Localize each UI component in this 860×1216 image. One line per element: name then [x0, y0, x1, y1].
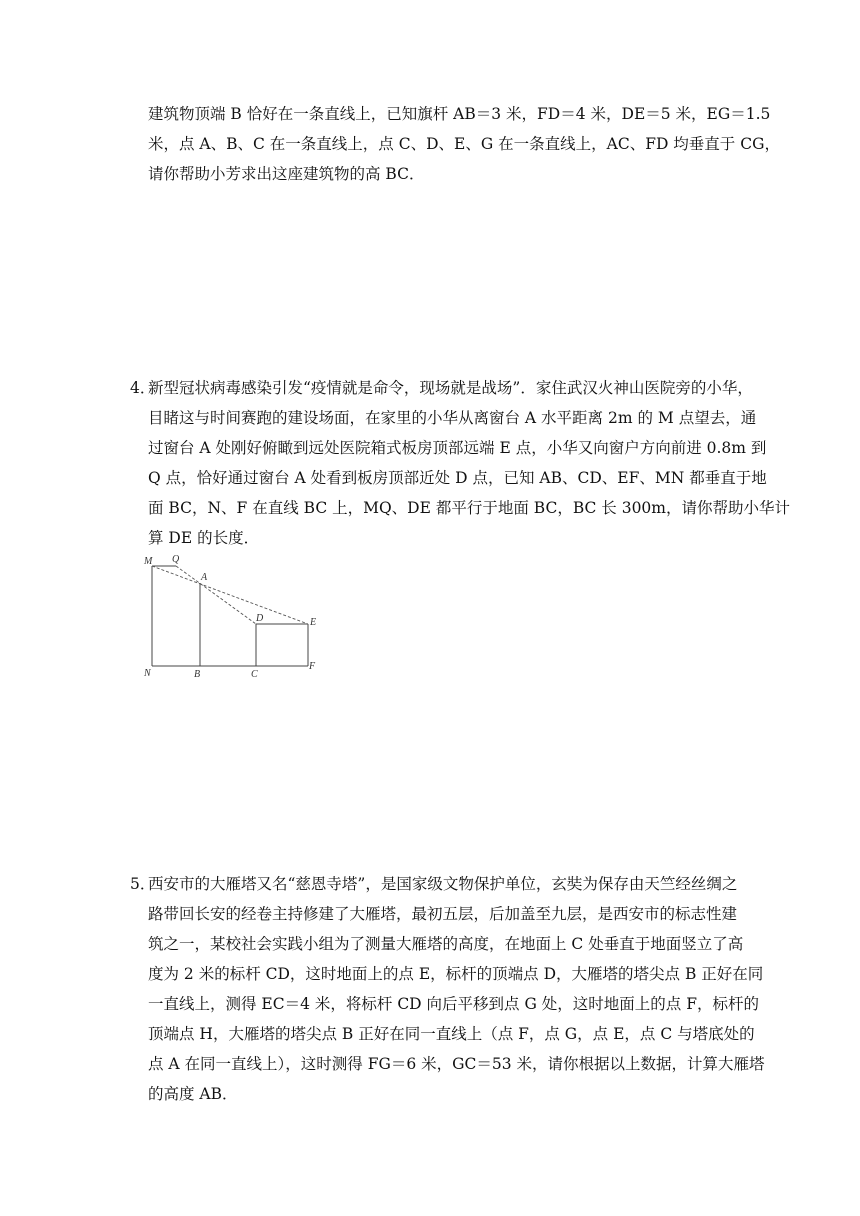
problem-5-line-8: 的高度 AB．	[148, 1085, 238, 1103]
label-f: F	[309, 661, 316, 672]
problem-5-line-4: 度为 2 米的标杆 CD，这时地面上的点 E，标杆的顶端点 D，大雁塔的塔尖点 B 正好在同	[148, 965, 764, 983]
problem-5-line-2: 路带回长安的经卷主持修建了大雁塔，最初五层，后加盖至九层，是西安市的标志性建	[148, 905, 738, 923]
problem-5-line-6: 顶端点 H，大雁塔的塔尖点 B 正好在同一直线上（点 F，点 G，点 E，点 C 与塔底处的	[148, 1025, 755, 1043]
problem-5-line-7: 点 A 在同一直线上），这时测得 FG＝6 米，GC＝53 米，请你根据以上数据，计算大雁塔	[148, 1055, 765, 1073]
label-n: N	[144, 668, 151, 679]
problem-4-line-4: Q 点，恰好通过窗台 A 处看到板房顶部近处 D 点，已知 AB、CD、EF、MN 都垂直于地	[148, 469, 767, 487]
problem-3-line-1: 建筑物顶端 B 恰好在一条直线上，已知旗杆 AB＝3 米，FD＝4 米，DE＝5 米，EG＝1.5	[148, 105, 771, 123]
sight-line-mae	[152, 566, 308, 624]
problem-4-line-6: 算 DE 的长度．	[148, 529, 260, 547]
label-e: E	[310, 617, 317, 628]
label-a: A	[201, 572, 208, 583]
label-q: Q	[172, 554, 180, 565]
problem-4-line-3: 过窗台 A 处刚好俯瞰到远处医院箱式板房顶部远端 E 点，小华又向窗户方向前进 0.8m 到	[148, 439, 767, 457]
problem-4-figure	[140, 552, 330, 682]
problem-5-line-3: 筑之一，某校社会实践小组为了测量大雁塔的高度，在地面上 C 处垂直于地面竖立了高	[148, 935, 744, 953]
sight-line-qad	[176, 566, 256, 624]
problem-5-line-1: 西安市的大雁塔又名“慈恩寺塔”，是国家级文物保护单位，玄奘为保存由天竺经丝绸之	[148, 875, 738, 893]
problem-5-number: 5．	[130, 875, 156, 893]
problem-4-line-2: 目睹这与时间赛跑的建设场面，在家里的小华从离窗台 A 水平距离 2m 的 M 点望去，通	[148, 409, 757, 427]
label-d: D	[256, 613, 264, 624]
label-c: C	[251, 669, 258, 680]
label-b: B	[194, 669, 201, 680]
problem-4-number: 4．	[130, 379, 156, 397]
problem-4-line-1: 新型冠状病毒感染引发“疫情就是命令，现场就是战场”．家住武汉火神山医院旁的小华，	[148, 379, 753, 397]
problem-3-line-3: 请你帮助小芳求出这座建筑物的高 BC．	[148, 165, 425, 183]
problem-4-line-5: 面 BC，N、F 在直线 BC 上，MQ、DE 都平行于地面 BC，BC 长 300m，请你帮助小华计	[148, 499, 790, 517]
label-m: M	[144, 556, 153, 567]
problem-3-line-2: 米，点 A、B、C 在一条直线上，点 C、D、E、G 在一条直线上，AC、FD 均垂直于 CG，	[148, 135, 780, 153]
problem-5-line-5: 一直线上，测得 EC＝4 米，将标杆 CD 向后平移到点 G 处，这时地面上的点 F，标杆的	[148, 995, 759, 1013]
